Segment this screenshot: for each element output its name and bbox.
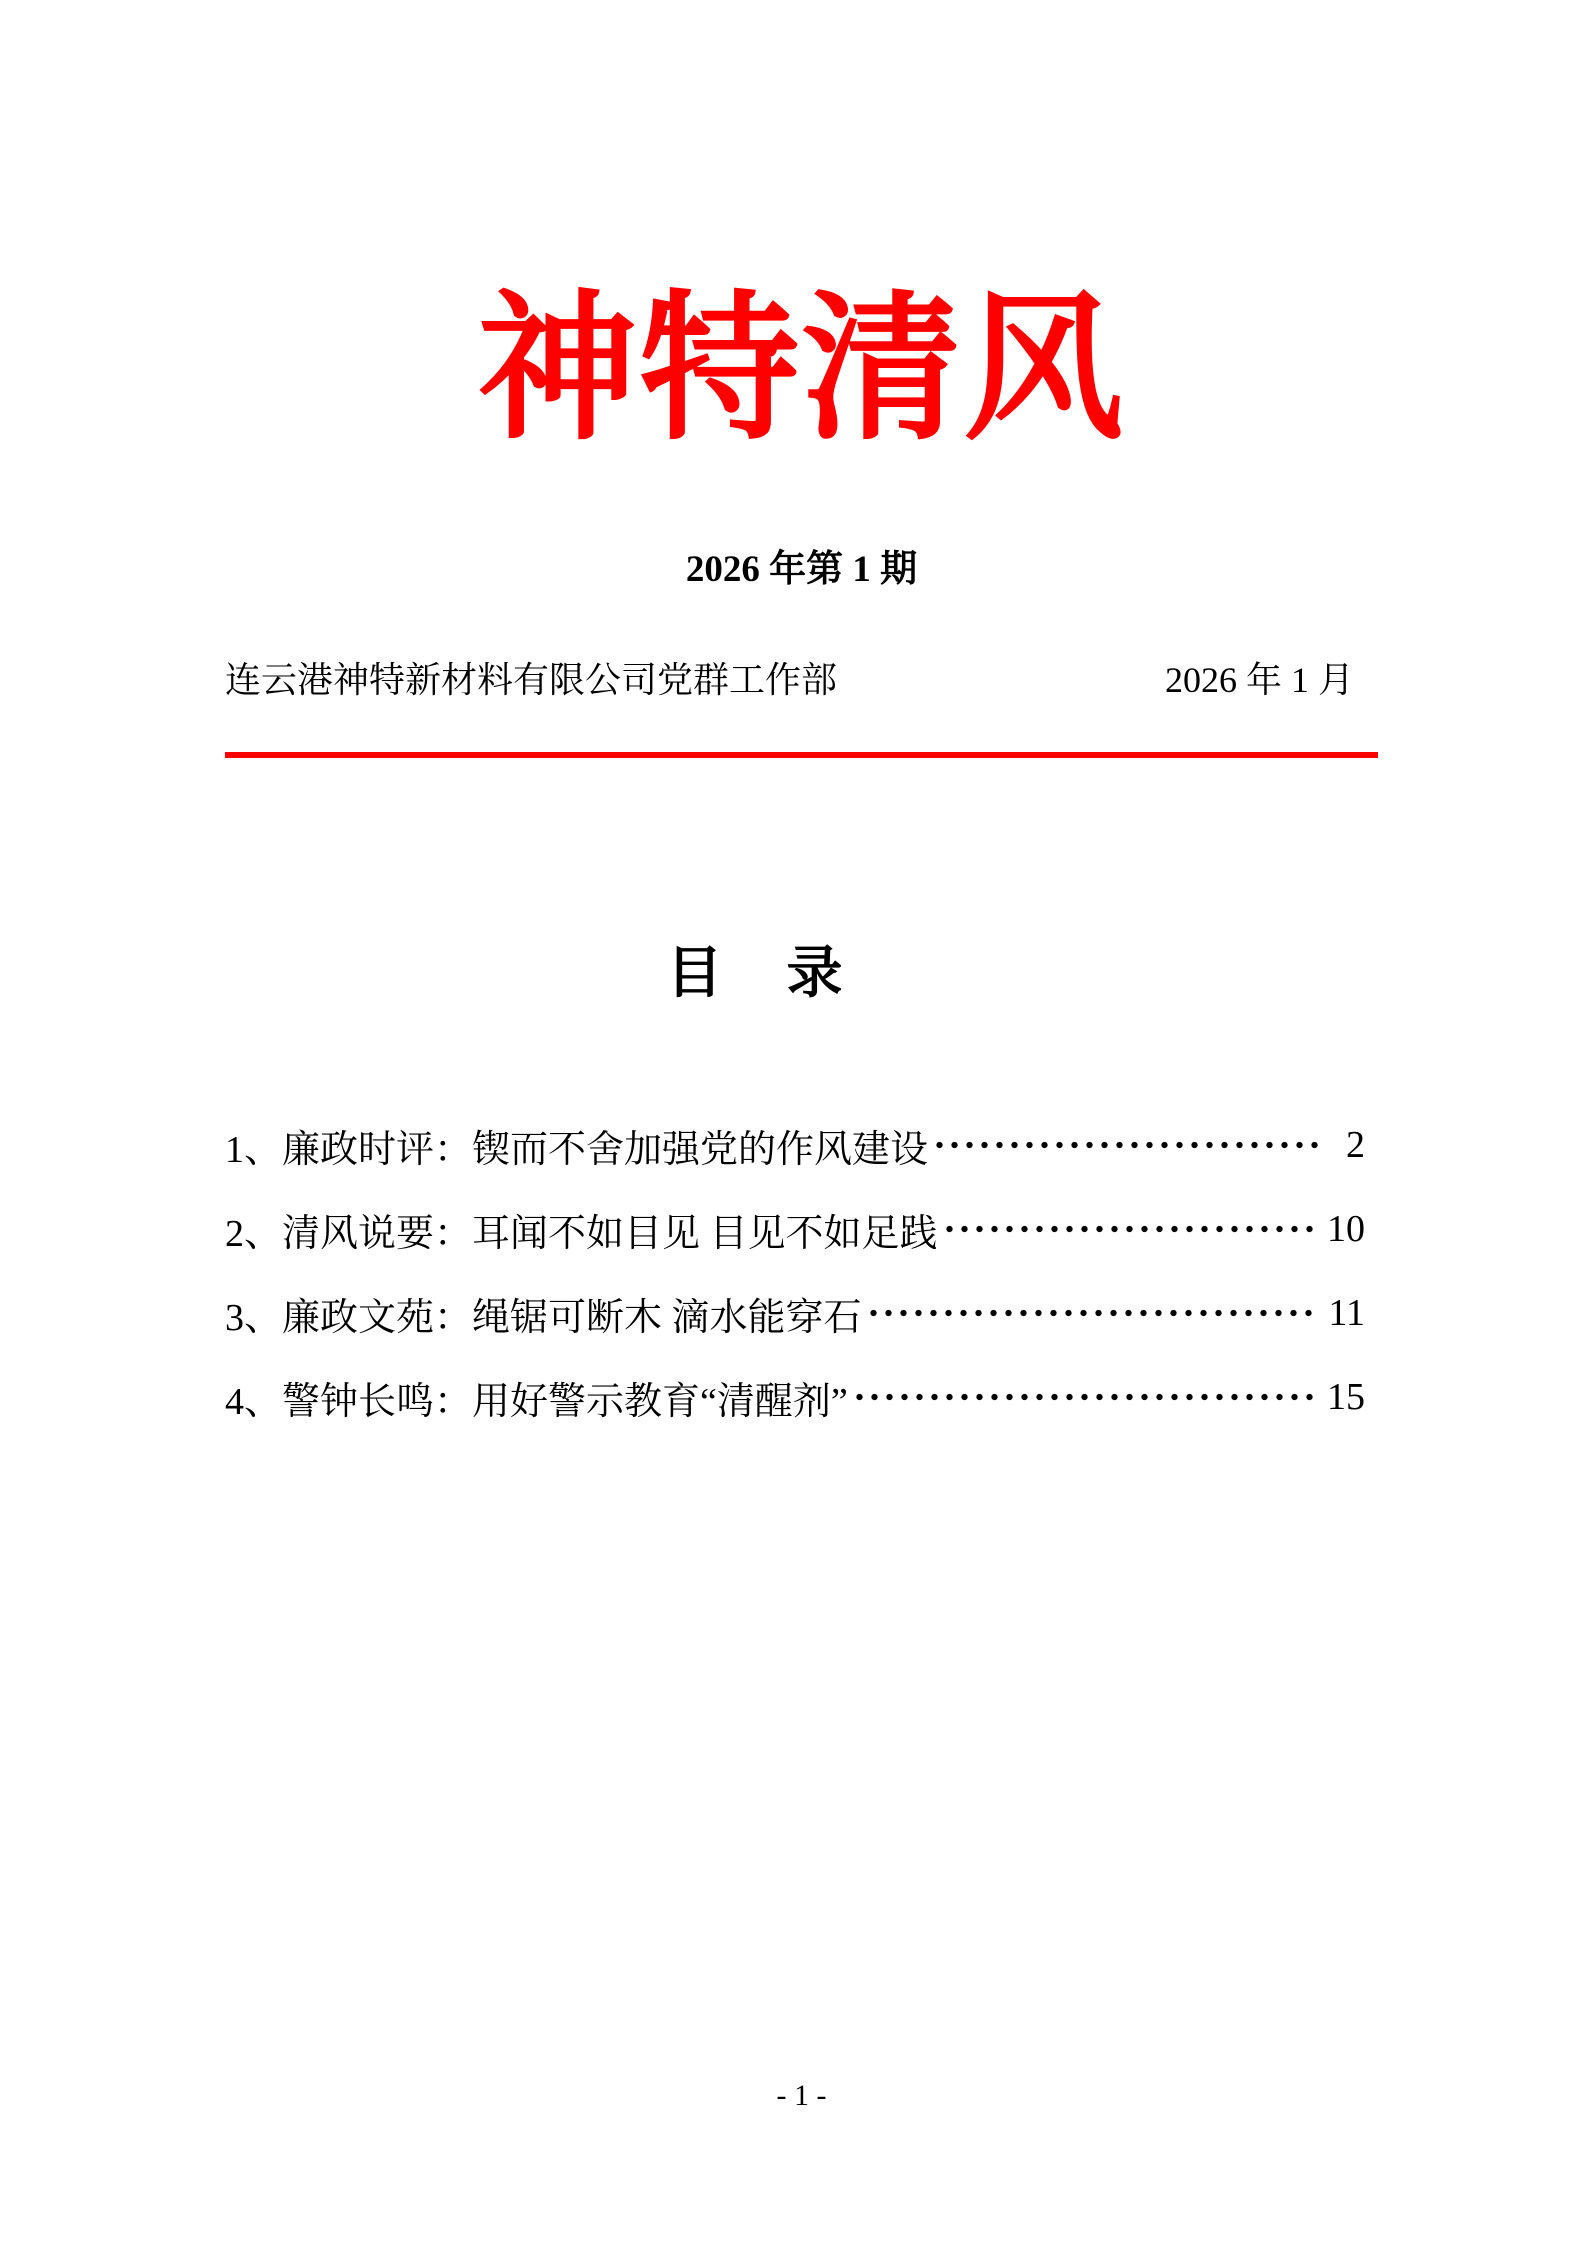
- toc-entry-3: [225, 1271, 1378, 1355]
- toc-entry-1: [225, 1103, 1378, 1187]
- red-divider-rule: [225, 752, 1378, 758]
- dot-leader: [942, 1210, 1319, 1248]
- toc-entry-1-page-number: 2: [1346, 1124, 1365, 1166]
- newsletter-title: 神特清风: [477, 281, 1126, 459]
- dot-leader: [852, 1378, 1319, 1416]
- toc-entry-2-page-number: 10: [1327, 1208, 1365, 1250]
- toc-entry-3-page-number: 11: [1328, 1292, 1365, 1334]
- toc-entry-3-title: 3、廉政文苑：绳锯可断木 滴水能穿石: [225, 1296, 862, 1339]
- dot-leader: [932, 1126, 1321, 1164]
- toc-heading: 目 录: [666, 943, 847, 1005]
- toc-entry-4-page-number: 15: [1327, 1376, 1365, 1418]
- dot-leader: [866, 1294, 1321, 1332]
- issue-date: 2026 年 1 月: [1164, 660, 1354, 700]
- toc-entry-1-title: 1、廉政时评：锲而不舍加强党的作风建设: [225, 1128, 929, 1171]
- toc-entry-2: [225, 1187, 1378, 1271]
- toc-entry-4: [225, 1355, 1378, 1439]
- page-content-column: [225, 0, 1378, 2245]
- issue-number-line: 2026 年第 1 期: [685, 549, 918, 590]
- toc-list: [225, 1103, 1378, 1439]
- publisher-name: 连云港神特新材料有限公司党群工作部: [225, 660, 838, 700]
- toc-entry-4-title: 4、警钟长鸣：用好警示教育“清醒剂”: [225, 1380, 848, 1423]
- toc-entry-2-title: 2、清风说要：耳闻不如目见 目见不如足践: [225, 1212, 938, 1255]
- publisher-row: [225, 658, 1378, 703]
- page-number-footer: - 1 -: [776, 2079, 827, 2112]
